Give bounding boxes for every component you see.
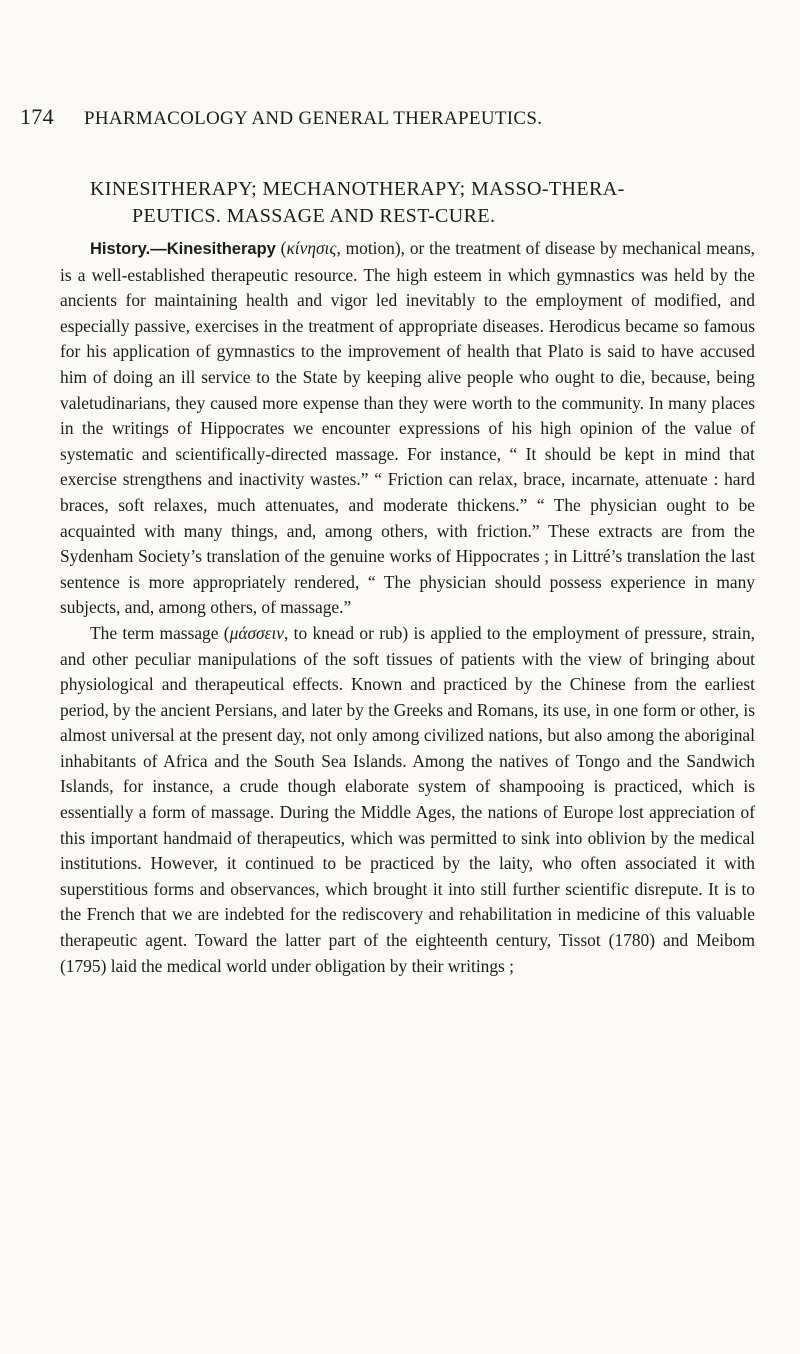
section-heading — [90, 176, 730, 230]
run-in-heading: History.—Kinesitherapy — [90, 240, 276, 258]
page-number: 174 — [20, 104, 54, 129]
paragraph-massage-start: The term massage ( — [90, 622, 230, 643]
greek-term-kinesis: κίνησις — [286, 238, 337, 258]
section-heading-line-1: KINESITHERAPY; MECHANOTHERAPY; MASSO-THERA- — [90, 178, 625, 200]
paren-open: ( — [275, 238, 287, 258]
running-head-title: PHARMACOLOGY AND GENERAL THERAPEUTICS. — [84, 108, 543, 129]
paragraph-massage-text: , to knead or rub) is applied to the employment of pressure, strain, and other peculiar manipulations of the soft tissues of patients with the view of bringing about physiological and therapeutical effects. Known and practiced by the Chinese from the earliest period, by the ancient Persians, and later by the Greeks and Romans, its use, in one form or other, is almost universal at the present day, not only among civilized nations, but also among the aboriginal inhabitants of Africa and the South Sea Islands. Among the natives of Tongo and the Sandwich Islands, for instance, a crude though elaborate system of shampooing is practiced, which is essentially a form of massage. During the Middle Ages, the nations of Europe lost appreciation of this important handmaid of therapeutics, which was permitted to sink into oblivion by the medical institutions. However, it continued to be practiced by the laity, who often associated it with superstitious forms and observances, which brought it into still further scientific disrepute. It is to the French that we are indebted for the rediscovery and rehabilitation in medicine of this valuable therapeutic agent. Toward the latter part of the eighteenth century, Tissot (1780) and Meibom (1795) laid the medical world under obligation by their writings ; — [60, 622, 756, 976]
body-text — [60, 236, 755, 979]
paragraph-history-text: , motion), or the treatment of disease by mechanical means, is a well-established therapeutic resource. The high esteem in which gymnastics was held by the ancients for maintaining health and vigor led inevitably to the employment of modified, and especially passive, exercises in the treatment of appropriate diseases. Herodicus became so famous for his application of gymnastics to the improvement of health that Plato is said to have accused him of doing an ill service to the State by keeping alive people who ought to die, because, being valetudinarians, they caused more expense than they were worth to the community. In many places in the writings of Hippocrates we encounter expressions of his high opinion of the value of systematic and scientifically-directed massage. For instance, “ It should be kept in mind that exercise strengthens and inactivity wastes.” “ Friction can relax, brace, incarnate, attenuate : hard braces, soft relaxes, much attenuates, and moderate thickens.” “ The physician ought to be acquainted with many things, and, among others, with friction.” These extracts are from the Sydenham Society’s translation of the genuine works of Hippocrates ; in Littré’s translation the last sentence is more appropriately rendered, “ The physician should possess experience in many subjects, and, among others, of massage.” — [60, 238, 755, 618]
greek-term-massein: μάσσειν — [229, 622, 285, 643]
paragraph-history — [60, 236, 755, 621]
running-head — [20, 104, 780, 130]
paragraph-massage-term — [60, 621, 755, 979]
section-heading-line-2: PEUTICS. MASSAGE AND REST-CURE. — [132, 205, 496, 227]
